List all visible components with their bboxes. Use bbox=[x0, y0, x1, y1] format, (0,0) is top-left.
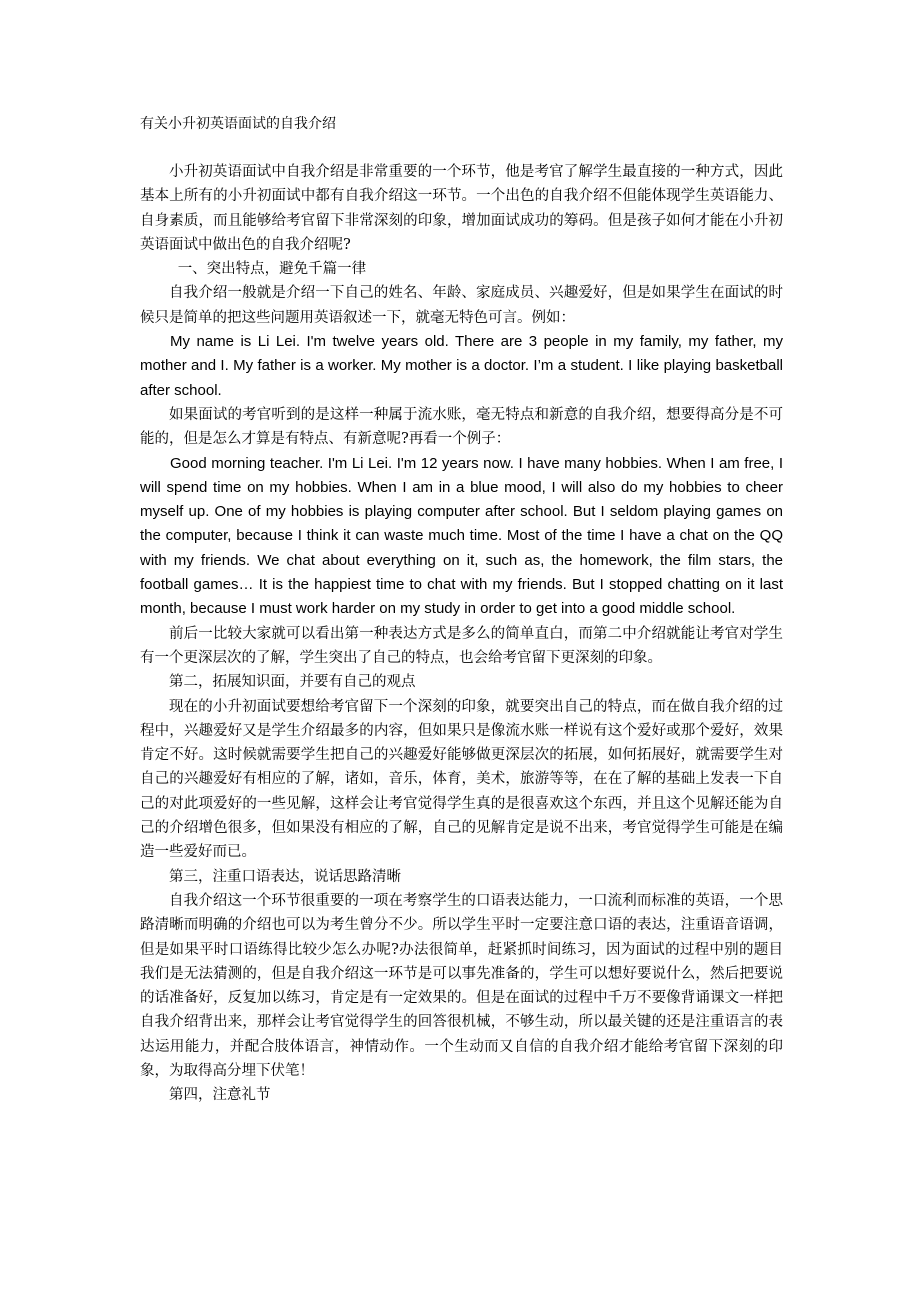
section-1-paragraph-1: 自我介绍一般就是介绍一下自己的姓名、年龄、家庭成员、兴趣爱好，但是如果学生在面试的时候只是简单的把这些问题用英语叙述一下，就毫无特色可言。例如： bbox=[140, 285, 783, 326]
example-2-paragraph: Good morning teacher. I'm Li Lei. I'm 12 years now. I have many hobbies. When I am free, I will spend time on my hobbies. When I am in a blue mood, I will also do my hobbies to cheer myself up. One of my hobbies is playing computer after school. But I seldom playing games on the computer, because I think it can waste much time. Most of the time I have a chat on the QQ with my friends. We chat about everything on it, such as, the homework, the film stars, the football games… It is the happiest time to chat with my friends. But I stopped chatting on it last month, because I must work harder on my study in order to get into a good middle school. bbox=[140, 454, 783, 618]
section-1-heading: 一、突出特点，避免千篇一律 bbox=[177, 261, 367, 278]
example-1-paragraph: My name is Li Lei. I'm twelve years old. There are 3 people in my family, my father, my mother and I. My father is a worker. My mother is a doctor. I’m a student. I like playing basketball after school. bbox=[140, 333, 783, 399]
intro-paragraph: 小升初英语面试中自我介绍是非常重要的一个环节，他是考官了解学生最直接的一种方式，因此基本上所有的小升初面试中都有自我介绍这一环节。一个出色的自我介绍不但能体现学生英语能力、自身素质，而且能够给考官留下非常深刻的印象，增加面试成功的筹码。但是孩子如何才能在小升初英语面试中做出色的自我介绍呢? bbox=[140, 164, 783, 253]
document-page bbox=[140, 112, 783, 1108]
document-title: 有关小升初英语面试的自我介绍 bbox=[140, 116, 336, 132]
section-2-heading: 第二，拓展知识面，并要有自己的观点 bbox=[169, 674, 416, 691]
section-3-heading: 第三，注重口语表达，说话思路清晰 bbox=[169, 868, 401, 885]
section-1-paragraph-2: 如果面试的考官听到的是这样一种属于流水账，毫无特点和新意的自我介绍，想要得高分是不可能的，但是怎么才算是有特点、有新意呢?再看一个例子： bbox=[140, 406, 783, 448]
section-4-heading: 第四，注意礼节 bbox=[169, 1087, 271, 1104]
section-1-paragraph-3: 前后一比较大家就可以看出第一种表达方式是多么的简单直白，而第二中介绍就能让考官对学生有一个更深层次的了解，学生突出了自己的特点，也会给考官留下更深刻的印象。 bbox=[140, 625, 783, 666]
section-2-paragraph-1: 现在的小升初面试要想给考官留下一个深刻的印象，就要突出自己的特点，而在做自我介绍的过程中，兴趣爱好又是学生介绍最多的内容，但如果只是像流水账一样说有这个爱好或那个爱好，效果肯定不好。这时候就需要学生把自己的兴趣爱好能够做更深层次的拓展，如何拓展好，就需要学生对自己的兴趣爱好有相应的了解，诸如，音乐，体育，美术，旅游等等，在在了解的基础上发表一下自己的对此项爱好的一些见解，这样会让考官觉得学生真的是很喜欢这个东西，并且这个见解还能为自己的介绍增色很多，但如果没有相应的了解，自己的见解肯定是说不出来，考官觉得学生可能是在编造一些爱好而已。 bbox=[140, 698, 783, 861]
section-3-paragraph-1: 自我介绍这一个环节很重要的一项在考察学生的口语表达能力，一口流利而标准的英语，一个思路清晰而明确的介绍也可以为考生曾分不少。所以学生平时一定要注意口语的表达，注重语音语调，但是如果平时口语练得比较少怎么办呢?办法很简单，赶紧抓时间练习，因为面试的过程中别的题目我们是无法猜测的，但是自我介绍这一环节是可以事先准备的，学生可以想好要说什么，然后把要说的话准备好，反复加以练习，肯定是有一定效果的。但是在面试的过程中千万不要像背诵课文一样把自我介绍背出来，那样会让考官觉得学生的回答很机械，不够生动，所以最关键的还是注重语言的表达运用能力，并配合肢体语言，神情动作。一个生动而又自信的自我介绍才能给考官留下深刻的印象，为取得高分埋下伏笔！ bbox=[140, 892, 783, 1079]
